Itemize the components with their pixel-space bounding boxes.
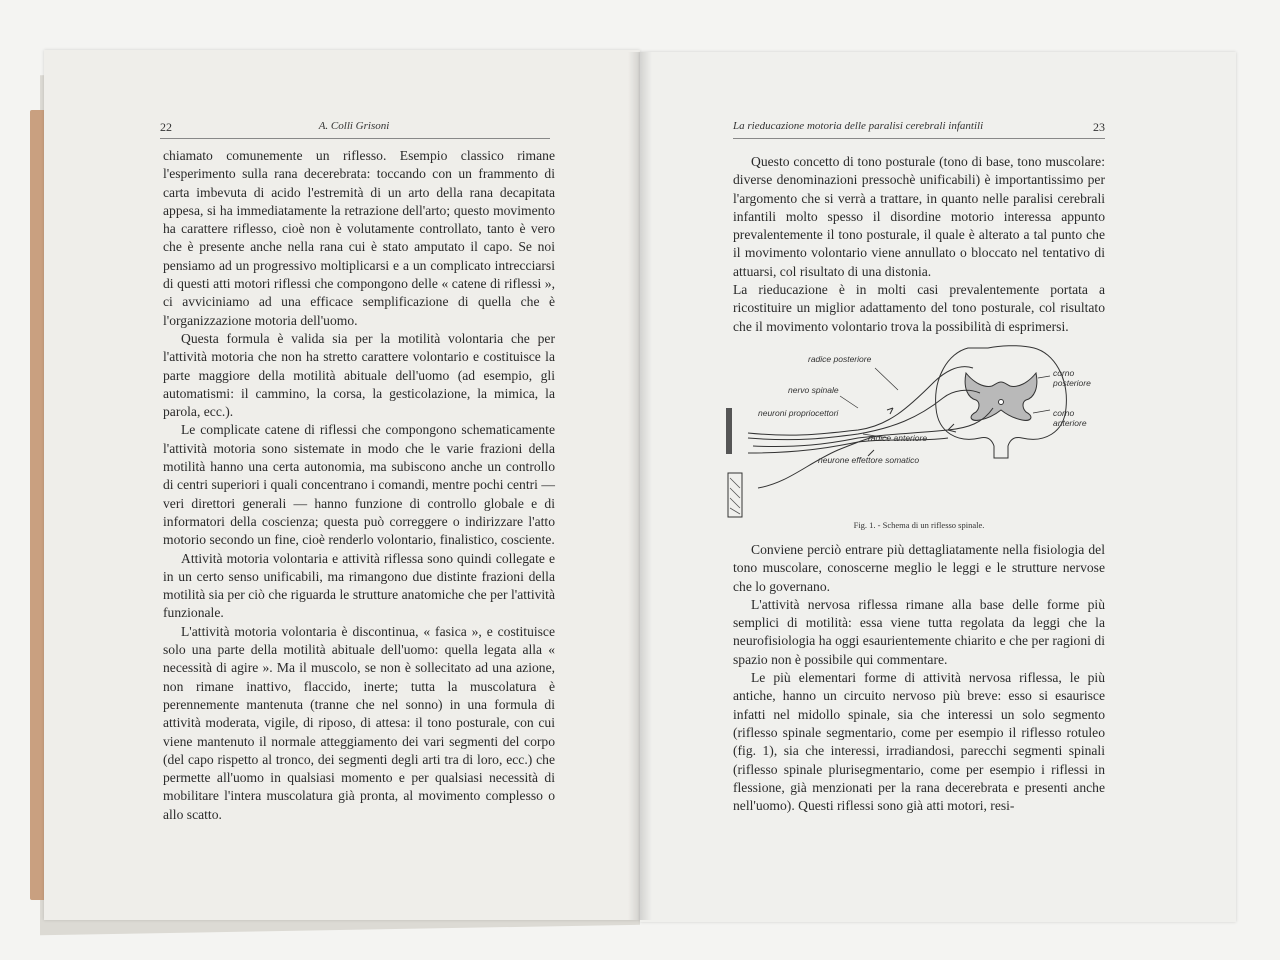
label-corno-posteriore-1: corno	[1053, 368, 1075, 378]
paragraph: Le più elementari forme di attività nervosa riflessa, le più antiche, hanno un circuito nervoso più breve: esso si esaurisce infatti nel midollo spinale, sia che interessi un solo segmento (riflesso spinale segmentario, come per esempio il riflesso rotuleo (fig. 1), sia che interessi, irradiandosi, parecchi segmenti spinali (riflesso spinale plurisegmentario, come per esempio i riflessi in flessione, già menzionati per la rana decerebrata e presenti anche nell'uomo). Questi riflessi sono già atti motori, resi-	[733, 670, 1105, 814]
left-running-head: A. Colli Grisoni	[318, 120, 390, 132]
paragraph: La rieducazione è in molti casi prevalentemente portata a ricostituire un miglior adattamento del tono posturale, col risultato che il movimento volontario trova la possibilità di esprimersi.	[733, 282, 1105, 334]
label-neurone-effettore: neurone effettore somatico	[818, 455, 920, 465]
paragraph: chiamato comunemente un riflesso. Esempio classico rimane l'esperimento sulla rana decerebrata: toccando con un frammento di carta imbevuta di acido l'estremità di un arto della rana decapitata appesa, si ha immediatamente la retrazione dell'arto; questo movimento ha carattere riflesso, cioè non è volutamente controllato, tanto è vero che è presente anche nella rana cui è stato amputato il capo. Se noi pensiamo ad un progressivo moltiplicarsi e a un complicato intrecciarsi di questi atti motori riflessi che compongono delle « catene di riflessi », ci avviciniamo ad una efficace semplificazione di quella che è l'organizzazione motoria dell'uomo.	[163, 148, 555, 328]
right-body-text-bottom	[733, 541, 1105, 815]
right-body-text-top	[733, 153, 1105, 336]
label-corno-anteriore-1: corno	[1053, 408, 1075, 418]
paragraph: Attività motoria volontaria e attività riflessa sono quindi collegate e in un certo senso unificabili, ma rimangono due distinte frazioni della motilità sia per ciò che riguarda le strutture anatomiche che per l'attività funzionale.	[163, 550, 555, 621]
figure-caption: Fig. 1. - Schema di un riflesso spinale.	[853, 520, 985, 530]
label-corno-anteriore-2: anteriore	[1053, 418, 1087, 428]
paragraph: Questo concetto di tono posturale (tono di base, tono muscolare: diverse denominazioni pressochè unificabili) è importantissimo per l'argomento che si verrà a trattare, in quanto nelle paralisi cerebrali infantili molto spesso il disordine motorio interessa appunto prevalentemente il tono posturale, il quale è alterato a tal punto che il movimento volontario viene annullato o bloccato nel tentativo di attuarsi, col risultato di una distonia.	[733, 154, 1105, 279]
muscle-block	[728, 473, 742, 517]
paragraph: Conviene perciò entrare più dettagliatamente nella fisiologia del tono muscolare, conoscerne meglio le leggi e le strutture nervose che lo governano.	[733, 542, 1105, 594]
paragraph: Le complicate catene di riflessi che compongono schematicamente l'attività motoria sono sistemate in modo che le varie frazioni della motilità hanno una certa autonomia, ma subiscono anche un controllo di centri superiori i quali concentrano i comandi, mentre pochi centri — veri direttori generali — hanno funzione di controllo globale e di informatori della coscienza; questa può correggere o indirizzare l'atto motorio secondo un fine, cioè renderlo volontario, finalistico, cosciente.	[163, 422, 555, 548]
right-running-head: La rieducazione motoria delle paralisi cerebrali infantili	[733, 120, 984, 132]
gray-matter	[965, 373, 1037, 420]
paragraph: L'attività motoria volontaria è discontinua, « fasica », e costituisce solo una parte della motilità abituale dell'uomo: quella legata alla « necessità di agire ». Ma il muscolo, se non è sollecitato ad una azione, non rimane inattivo, flaccido, inerte; tutta la muscolatura è perennemente mantenuta (tranne che nel sonno) in una formula di attività moderata, vigile, di riposo, di attesa: il tono posturale, con cui viene mantenuto il normale atteggiamento dei vari segmenti del corpo (del capo rispetto al tronco, dei segmenti degli arti tra di loro, ecc.) che permette all'uomo in qualsiasi momento e per qualsiasi necessità di mobilitare l'intera muscolatura già pronta, al movimento complesso o allo scatto.	[163, 623, 555, 822]
right-page-number: 23	[1093, 120, 1105, 134]
receptor-block	[726, 408, 732, 454]
right-running-header	[733, 120, 1105, 139]
label-nervo-spinale: nervo spinale	[788, 385, 839, 395]
label-neuroni-propriocettori: neuroni propriocettori	[758, 408, 839, 418]
left-page-number: 22	[160, 120, 172, 134]
label-radice-anteriore: radice anteriore	[868, 433, 928, 443]
label-corno-posteriore-2: posteriore	[1053, 378, 1091, 388]
paragraph: Questa formula è valida sia per la motilità volontaria che per l'attività motoria che non ha stretto carattere volontario e costituisce la parte maggiore della motilità abituale dell'uomo (ad esempio, gli automatismi: il cammino, la corsa, la gesticolazione, la mimica, la parola, ecc.).	[163, 330, 555, 420]
left-running-header	[160, 120, 550, 139]
label-radice-posteriore: radice posteriore	[808, 354, 872, 364]
left-body-text	[163, 147, 555, 824]
spinal-reflex-diagram	[718, 338, 1114, 528]
book-gutter	[628, 52, 652, 920]
paragraph: L'attività nervosa riflessa rimane alla base delle forme più semplici di motilità: essa viene tutta regolata da leggi che la neurofisiologia ha oggi esaurientemente chiarito e che per ragioni di spazio non è possibile qui commentare.	[733, 596, 1105, 667]
